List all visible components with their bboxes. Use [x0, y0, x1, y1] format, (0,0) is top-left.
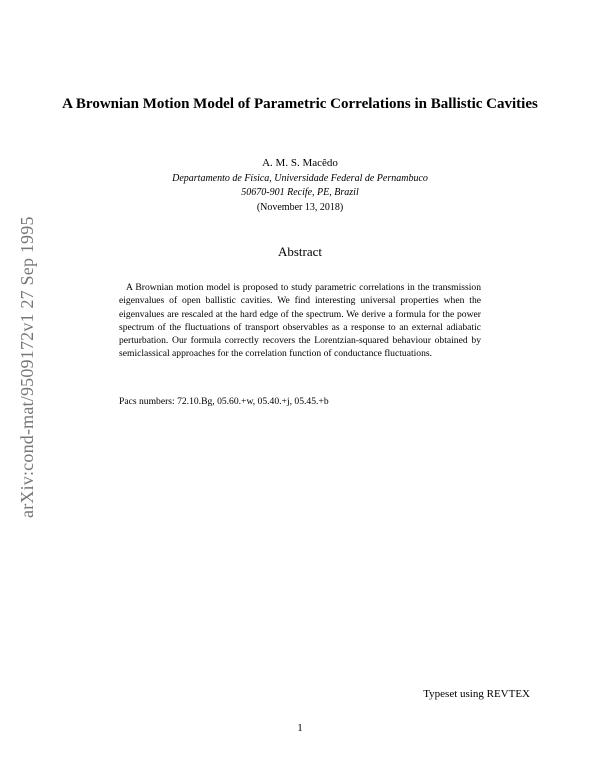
arxiv-identifier: arXiv:cond-mat/9509172v1 27 Sep 1995: [17, 216, 37, 518]
affiliation-address: 50670-901 Recife, PE, Brazil: [241, 187, 359, 198]
paper-date: (November 13, 2018): [256, 202, 344, 213]
typeset-note: Typeset using REVTEX: [423, 688, 530, 700]
paper-title: A Brownian Motion Model of Parametric Correlations in Ballistic Cavities: [62, 96, 538, 112]
abstract-text: A Brownian motion model is proposed to study parametric correlations in the transmission eigenvalues of open ballistic cavities. We find interesting universal properties when the eigenvalues are rescaled at the hard edge of the spectrum. We derive a formula for the power spectrum of the fluctuations of transport observables as a response to an external adiabatic perturbation. Our formula correctly recovers the Lorentzian-squared behaviour obtained by semiclassical approaches for the correlation function of conductance fluctuations.: [119, 282, 481, 360]
abstract-heading: Abstract: [277, 244, 323, 259]
pacs-numbers: Pacs numbers: 72.10.Bg, 05.60.+w, 05.40.+j, 05.45.+b: [119, 396, 329, 407]
affiliation-department: Departamento de Física, Universidade Federal de Pernambuco: [172, 173, 428, 184]
page-number: 1: [297, 722, 303, 734]
author-name: A. M. S. Macêdo: [262, 157, 338, 169]
